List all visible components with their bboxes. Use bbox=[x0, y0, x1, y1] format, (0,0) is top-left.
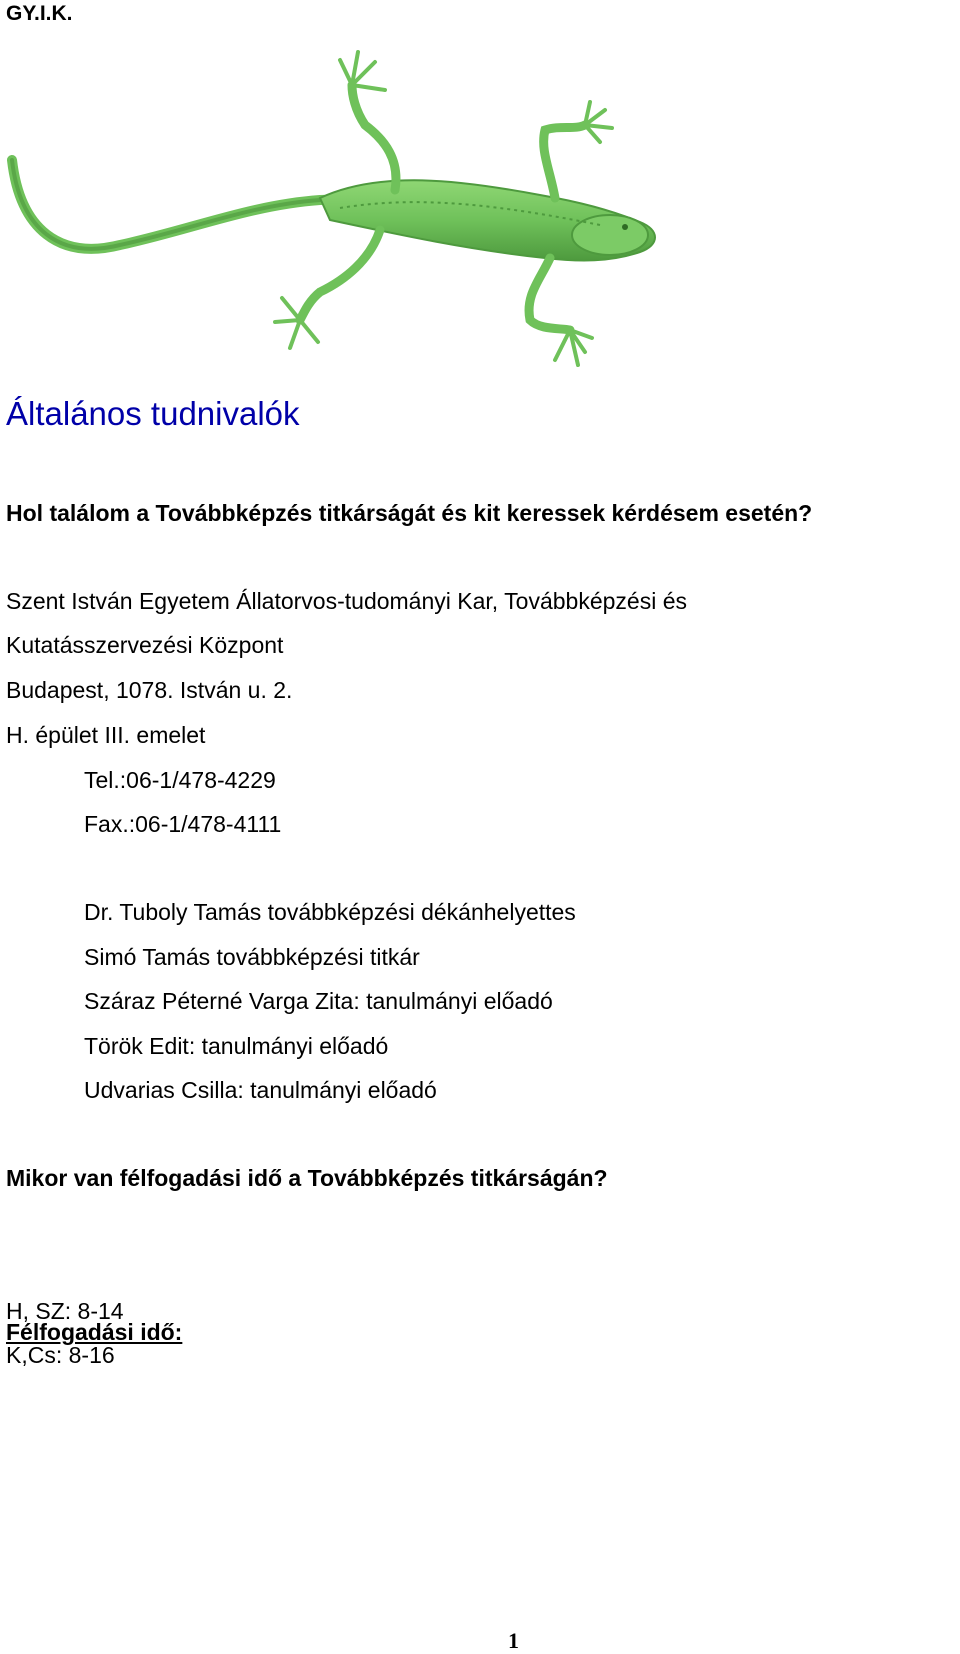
question-hours: Mikor van félfogadási idő a Továbbképzés titkárságán? bbox=[6, 1165, 608, 1191]
office-hours-heading: Félfogadási idő: bbox=[6, 1319, 183, 1345]
section-heading: Általános tudnivalók bbox=[6, 395, 300, 432]
office-hours-item: H, SZ: 8-14 bbox=[6, 1298, 124, 1324]
address-line-3: Budapest, 1078. István u. 2. bbox=[6, 677, 293, 703]
lizard-image bbox=[0, 30, 700, 370]
office-hours-item: K,Cs: 8-16 bbox=[6, 1342, 115, 1368]
staff-item: Török Edit: tanulmányi előadó bbox=[84, 1033, 389, 1059]
staff-item: Dr. Tuboly Tamás továbbképzési dékánhelyettes bbox=[84, 899, 576, 925]
address-line-4: H. épület III. emelet bbox=[6, 722, 206, 748]
staff-item: Simó Tamás továbbképzési titkár bbox=[84, 944, 420, 970]
page-number: 1 bbox=[508, 1628, 519, 1653]
lizard-leg bbox=[544, 125, 585, 198]
fax-number: Fax.:06-1/478-4111 bbox=[84, 811, 282, 837]
document-title: GY.I.K. bbox=[6, 2, 73, 25]
address-line-1: Szent István Egyetem Állatorvos-tudományi Kar, Továbbképzési és bbox=[6, 588, 687, 614]
staff-item: Száraz Péterné Varga Zita: tanulmányi előadó bbox=[84, 988, 553, 1014]
address-line-2: Kutatásszervezési Központ bbox=[6, 632, 284, 658]
phone-number: Tel.:06-1/478-4229 bbox=[84, 767, 276, 793]
question-office: Hol találom a Továbbképzés titkárságát és kit keressek kérdésem esetén? bbox=[6, 500, 813, 526]
staff-item: Udvarias Csilla: tanulmányi előadó bbox=[84, 1077, 437, 1103]
